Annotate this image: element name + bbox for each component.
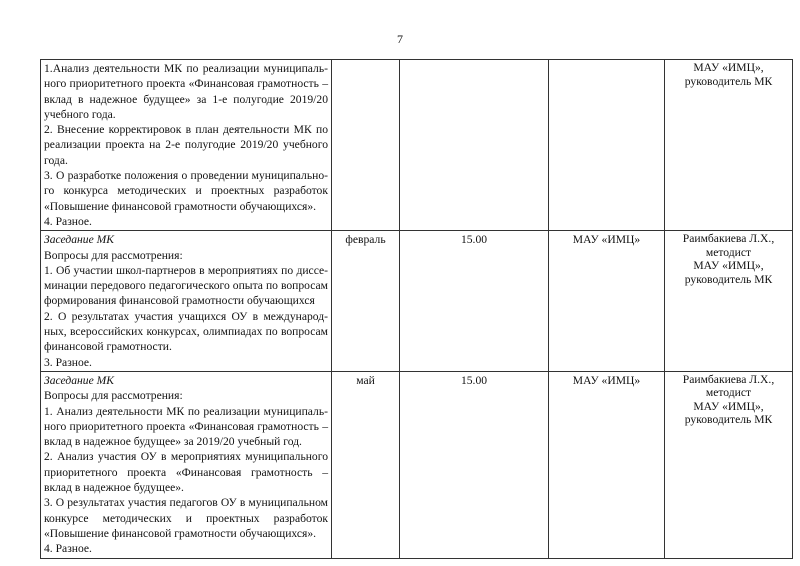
agenda-title: Заседание МК (44, 233, 114, 247)
responsible-cell (665, 231, 793, 372)
time-cell: 15.00 (400, 231, 549, 372)
responsible-cell (665, 60, 793, 231)
agenda-item: 3. О разработке положения о проведении муниципально-го конкурса методических и проектных разработок «Повышение финансовой грамотности обучающихся». (44, 169, 328, 213)
agenda-item: 1.Анализ деятельности МК по реализации муниципаль-ного приоритетного проекта «Финансовая грамотность – вклад в надежное будущее» за 1-е полугодие 2019/20 учебного года. (44, 62, 328, 121)
agenda-item: 1. Анализ деятельности МК по реализации муниципаль-ного приоритетного проекта «Финансовая грамотность – вклад в надежное будущее» за 2019/20 учебный год. (44, 404, 328, 449)
responsible-line: методист (705, 386, 752, 400)
agenda-item: Вопросы для рассмотрения: (44, 248, 183, 262)
agenda-item: Вопросы для рассмотрения: (44, 389, 183, 403)
agenda-item: 1. Об участии школ-партнеров в мероприятиях по диссе-минации передового педагогического опыта по вопросам формирования финансовой грамотности обучающихся (44, 263, 328, 308)
agenda-item: 2. Внесение корректировок в план деятельности МК по реализации проекта на 2-е полугодие 2019/20 учебного года. (44, 123, 328, 167)
responsible-cell (665, 371, 793, 558)
responsible-line: руководитель МК (684, 272, 773, 286)
table-row (41, 371, 793, 558)
responsible-line: Раимбакиева Л.Х., (682, 232, 775, 246)
agenda-title: Заседание МК (44, 373, 114, 387)
responsible-line: методист (705, 245, 752, 259)
agenda-item: 3. О результатах участия педагогов ОУ в муниципальном конкурсе методических и проектных разработок «Повышение финансовой грамотности обучающихся». (44, 496, 328, 540)
responsible-line: Раимбакиева Л.Х., (682, 372, 775, 386)
agenda-cell (41, 371, 332, 558)
agenda-cell (41, 60, 332, 231)
place-cell: МАУ «ИМЦ» (549, 371, 665, 558)
responsible-line: МАУ «ИМЦ», (693, 259, 764, 273)
month-cell (332, 60, 400, 231)
responsible-line: МАУ «ИМЦ», (693, 399, 764, 413)
place-cell (549, 60, 665, 231)
agenda-item: 2. Анализ участия ОУ в мероприятиях муниципального приоритетного проекта «Финансовая грамотность – вклад в надежное будущее». (44, 450, 328, 495)
page-number: 7 (397, 32, 403, 46)
place-cell: МАУ «ИМЦ» (549, 231, 665, 372)
agenda-item: 3. Разное. (44, 355, 92, 369)
responsible-line: руководитель МК (684, 74, 773, 88)
agenda-item: 4. Разное. (44, 214, 92, 228)
agenda-cell (41, 231, 332, 372)
time-cell (400, 60, 549, 231)
responsible-line: руководитель МК (684, 413, 773, 427)
agenda-item: 4. Разное. (44, 542, 92, 556)
month-cell: май (332, 371, 400, 558)
agenda-item: 2. О результатах участия учащихся ОУ в международ-ных, всероссийских конкурсах, олимпиадах по вопросам финансовой грамотности. (44, 309, 328, 354)
schedule-table (40, 59, 793, 559)
month-cell: февраль (332, 231, 400, 372)
table-row (41, 60, 793, 231)
table-row (41, 231, 793, 372)
time-cell: 15.00 (400, 371, 549, 558)
responsible-line: МАУ «ИМЦ», (693, 61, 764, 74)
